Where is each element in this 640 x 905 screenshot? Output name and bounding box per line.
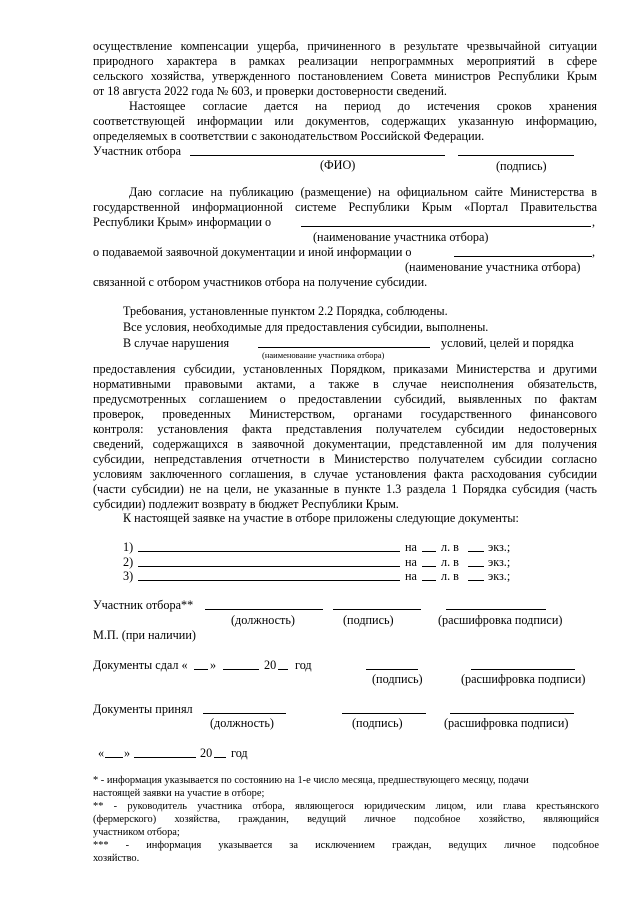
text-line: субсидии) подлежит возврату в бюджет Республики Крым. xyxy=(93,497,399,511)
doc-pages-field[interactable] xyxy=(422,540,436,552)
text-line: связанной с отбором участников отбора на получение субсидии. xyxy=(93,275,428,289)
date-close-quote: » xyxy=(124,746,131,760)
footnotes xyxy=(93,774,599,865)
text-line: Даю согласие на публикацию (размещение) на официальном сайте Министерства в xyxy=(129,185,597,199)
doc-pages-label: л. в xyxy=(441,569,459,583)
month-field[interactable] xyxy=(223,658,259,670)
position-caption: (должность) xyxy=(231,613,295,627)
signature-decoding-field[interactable] xyxy=(446,598,546,610)
paragraph-consent-purpose xyxy=(93,39,597,99)
doc-pages-field[interactable] xyxy=(422,569,436,581)
attached-docs-intro: К настоящей заявке на участие в отборе приложены следующие документы: xyxy=(123,511,519,525)
paragraph-refund-conditions xyxy=(93,362,597,512)
year-prefix: 20 xyxy=(264,658,277,672)
text-line: условиям заключенного соглашения, в случае установления факта расходования субсидии xyxy=(93,467,597,481)
doc-name-field[interactable] xyxy=(138,540,400,552)
text-line: предоставления субсидии, установленных Порядком, приказами Министерства и другими xyxy=(93,362,597,376)
position-caption: (должность) xyxy=(210,716,274,730)
doc-pages-label: л. в xyxy=(441,540,459,554)
signature-decoding-caption: (расшифровка подписи) xyxy=(438,613,563,627)
text-line: контроля: установления факта представления получателем субсидии недостоверных xyxy=(93,422,597,436)
footnote-3-line: хозяйство. xyxy=(93,853,140,864)
text-line: субсидии, непредставления отчетности в Министерство получателем субсидии согласно xyxy=(93,452,597,466)
violation-intro-end: условий, целей и порядка xyxy=(441,336,574,350)
doc-copies-label: экз.; xyxy=(488,540,511,554)
text-line: о подаваемой заявочной документации и иной информации о xyxy=(93,245,412,259)
participant-name-caption: (наименование участника отбора) xyxy=(262,350,385,360)
text-line: предусмотренных соглашением о предоставлении субсидий, выявленных по фактам xyxy=(93,392,597,406)
signature-caption: (подпись) xyxy=(343,613,394,627)
doc-na: на xyxy=(405,569,417,583)
comma: , xyxy=(592,245,596,259)
participant-name-field[interactable] xyxy=(258,336,430,348)
doc-pages-field[interactable] xyxy=(422,555,436,567)
text-line: проверок, проведенных Министерством, органами государственного финансового xyxy=(93,407,597,421)
text-line: государственной информационной системе Республики Крым «Портал Правительства xyxy=(93,200,597,214)
signature-field[interactable] xyxy=(333,598,421,610)
participant-label: Участник отбора xyxy=(93,144,181,158)
participant-name-field[interactable] xyxy=(454,245,592,257)
doc-name-field[interactable] xyxy=(138,555,400,567)
footnote-2-line: (фермерского) хозяйства, гражданин, ведущий личное подсобное хозяйство, являющийся xyxy=(93,814,599,825)
signature-decoding-caption: (расшифровка подписи) xyxy=(444,716,569,730)
doc-na: на xyxy=(405,540,417,554)
paragraph-publication-consent xyxy=(93,185,597,215)
footnote-2-line: участником отбора; xyxy=(93,827,180,838)
text-line: осуществление компенсации ущерба, причиненного в результате чрезвычайной ситуации xyxy=(93,39,597,53)
doc-copies-field[interactable] xyxy=(468,569,484,581)
text-line: Настоящее согласие дается на период до истечения сроков хранения xyxy=(129,99,597,113)
comma: , xyxy=(592,215,596,229)
fio-caption: (ФИО) xyxy=(320,158,356,172)
doc-number: 3) xyxy=(123,569,134,583)
date-open-quote: « xyxy=(98,746,105,760)
day-field[interactable] xyxy=(105,746,123,758)
signature-field[interactable] xyxy=(458,144,574,156)
conditions-met: Все условия, необходимые для предоставления субсидии, выполнены. xyxy=(123,320,489,334)
text-line: соответствующей информации или документов, содержащих указанную информацию, xyxy=(93,114,597,128)
signature-caption: (подпись) xyxy=(372,672,423,686)
text-line: от 18 августа 2022 года № 603, и проверки достоверности сведений. xyxy=(93,84,447,98)
doc-number: 2) xyxy=(123,555,134,569)
text-line: сельского хозяйства, утвержденного постановлением Совета министров Республики Крым xyxy=(93,69,597,83)
participant-name-field[interactable] xyxy=(301,215,591,227)
year-field[interactable] xyxy=(214,746,226,758)
doc-pages-label: л. в xyxy=(441,555,459,569)
fio-field[interactable] xyxy=(190,144,445,156)
signature-decoding-caption: (расшифровка подписи) xyxy=(461,672,586,686)
doc-copies-label: экз.; xyxy=(488,569,511,583)
month-field[interactable] xyxy=(134,746,196,758)
text-line: (части субсидии) не на цели, не указанные в пункте 1.3 раздела 1 Порядка субсидия (часть xyxy=(93,482,597,496)
doc-na: на xyxy=(405,555,417,569)
participant-name-caption: (наименование участника отбора) xyxy=(313,230,489,244)
position-field[interactable] xyxy=(203,702,286,714)
signature-field[interactable] xyxy=(342,702,426,714)
stamp-note: М.П. (при наличии) xyxy=(93,628,196,642)
submitted-label: Документы сдал « xyxy=(93,658,188,672)
signature-decoding-field[interactable] xyxy=(450,702,574,714)
footnote-1-line: * - информация указывается по состоянию на 1-е число месяца, предшествующего месяцу, подачи xyxy=(93,775,529,786)
doc-number: 1) xyxy=(123,540,134,554)
footnote-3-line: *** - информация указывается за исключением граждан, ведущих личное подсобное xyxy=(93,840,599,851)
day-field[interactable] xyxy=(194,658,208,670)
signature-field[interactable] xyxy=(366,658,418,670)
year-label: год xyxy=(231,746,248,760)
doc-copies-field[interactable] xyxy=(468,540,484,552)
quote-close: » xyxy=(210,658,217,672)
requirements-met: Требования, установленные пунктом 2.2 Порядка, соблюдены. xyxy=(123,304,448,318)
accepted-label: Документы принял xyxy=(93,702,193,716)
text-line: нормативными правовыми актами, а также в случае неисполнения обязательств, xyxy=(93,377,597,391)
violation-intro: В случае нарушения xyxy=(123,336,230,350)
text-line: определяемых в соответствии с законодательством Российской Федерации. xyxy=(93,129,485,143)
text-line: Республики Крым» информации о xyxy=(93,215,272,229)
signature-decoding-field[interactable] xyxy=(471,658,575,670)
text-line: сведений, содержащихся в заявочной документации, представленной им для получения xyxy=(93,437,597,451)
participant-label: Участник отбора** xyxy=(93,598,194,612)
year-field[interactable] xyxy=(278,658,288,670)
year-label: год xyxy=(295,658,312,672)
doc-copies-field[interactable] xyxy=(468,555,484,567)
doc-copies-label: экз.; xyxy=(488,555,511,569)
position-field[interactable] xyxy=(205,598,323,610)
signature-caption: (подпись) xyxy=(496,159,547,173)
text-line: природного характера в рамках реализации непрограммных мероприятий в сфере xyxy=(93,54,597,68)
participant-name-caption: (наименование участника отбора) xyxy=(405,260,581,274)
signature-caption: (подпись) xyxy=(352,716,403,730)
paragraph-consent-period xyxy=(93,99,597,144)
footnote-2-line: ** - руководитель участника отбора, являющегося юридическим лицом, или глава крестьянского xyxy=(93,801,599,812)
year-prefix: 20 xyxy=(200,746,213,760)
footnote-1-line: настоящей заявки на участие в отборе; xyxy=(93,788,265,799)
doc-name-field[interactable] xyxy=(138,569,400,581)
